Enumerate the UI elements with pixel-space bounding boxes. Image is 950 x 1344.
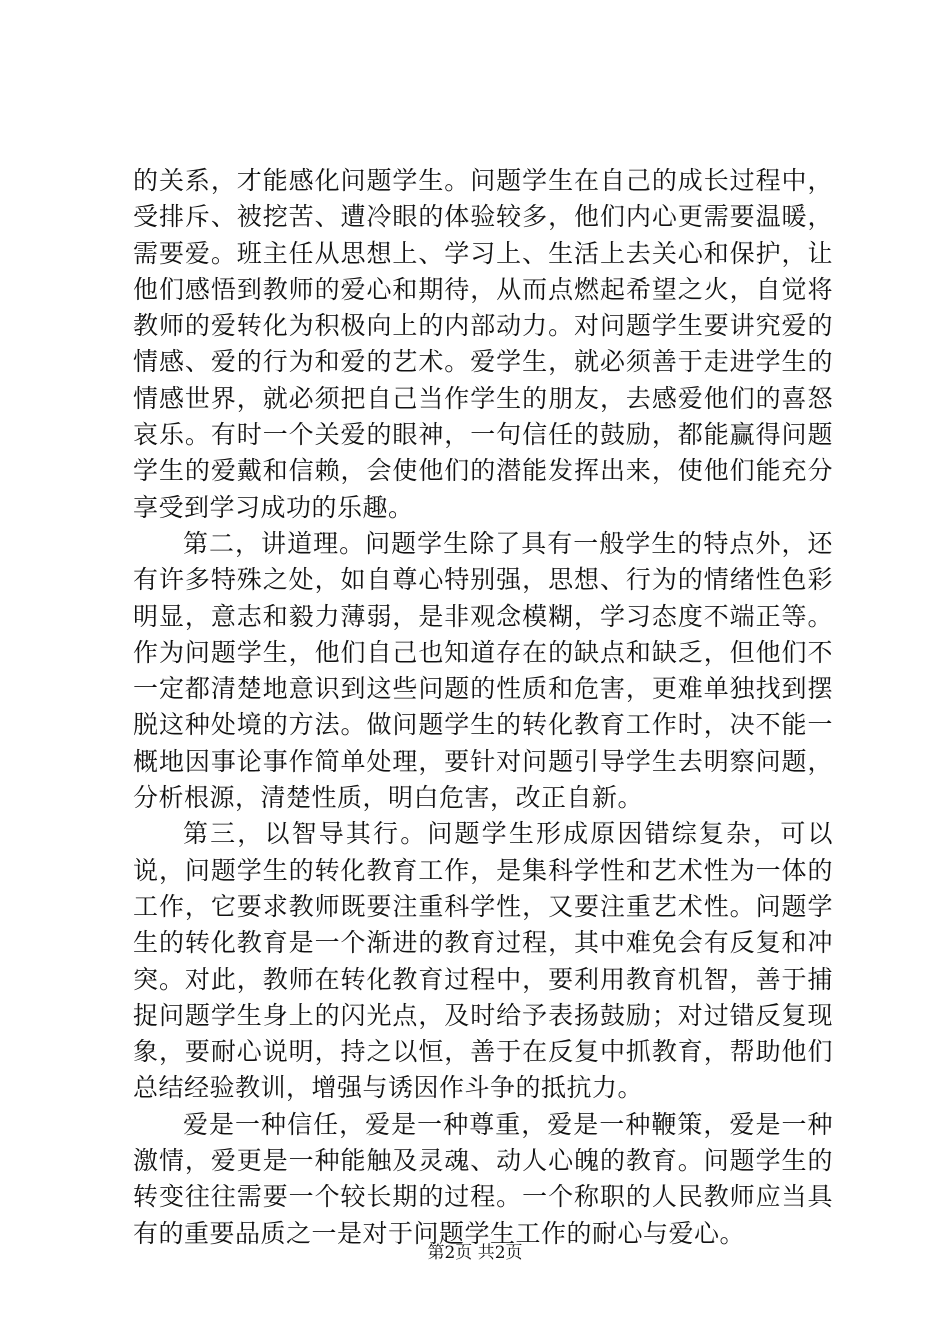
paragraph-3: 第三，以智导其行。问题学生形成原因错综复杂，可以说，问题学生的转化教育工作，是集科学性和艺术性为一体的工作，它要求教师既要注重科学性，又要注重艺术性。问题学生的转化教育是一个渐进的教育过程，其中难免会有反复和冲突。对此，教师在转化教育过程中，要利用教育机智，善于捕捉问题学生身上的闪光点，及时给予表扬鼓励；对过错反复现象，要耐心说明，持之以恒，善于在反复中抓教育，帮助他们总结经验教训，增强与诱因作斗争的抵抗力。 <box>133 819 833 1103</box>
paragraph-1: 的关系，才能感化问题学生。问题学生在自己的成长过程中，受排斥、被挖苦、遭冷眼的体验较多，他们内心更需要温暖，需要爱。班主任从思想上、学习上、生活上去关心和保护，让他们感悟到教师的爱心和期待，从而点燃起希望之火，自觉将教师的爱转化为积极向上的内部动力。对问题学生要讲究爱的情感、爱的行为和爱的艺术。爱学生，就必须善于走进学生的情感世界，就必须把自己当作学生的朋友，去感爱他们的喜怒哀乐。有时一个关爱的眼神，一句信任的鼓励，都能赢得问题学生的爱戴和信赖，会使他们的潜能发挥出来，使他们能充分享受到学习成功的乐趣。 <box>133 166 833 522</box>
paragraph-2: 第二，讲道理。问题学生除了具有一般学生的特点外，还有许多特殊之处，如自尊心特别强，思想、行为的情绪性色彩明显，意志和毅力薄弱，是非观念模糊，学习态度不端正等。作为问题学生，他们自己也知道存在的缺点和缺乏，但他们不一定都清楚地意识到这些问题的性质和危害，更难单独找到摆脱这种处境的方法。做问题学生的转化教育工作时，决不能一概地因事论事作简单处理，要针对问题引导学生去明察问题，分析根源，清楚性质，明白危害，改正自新。 <box>133 528 833 813</box>
page-number-footer: 第2页 共2页 <box>427 1243 523 1263</box>
paragraph-4: 爱是一种信任，爱是一种尊重，爱是一种鞭策，爱是一种激情，爱更是一种能触及灵魂、动人心魄的教育。问题学生的转变往往需要一个较长期的过程。一个称职的人民教师应当具有的重要品质之一是对于问题学生工作的耐心与爱心。 <box>133 1109 833 1248</box>
document-body <box>133 163 833 1252</box>
